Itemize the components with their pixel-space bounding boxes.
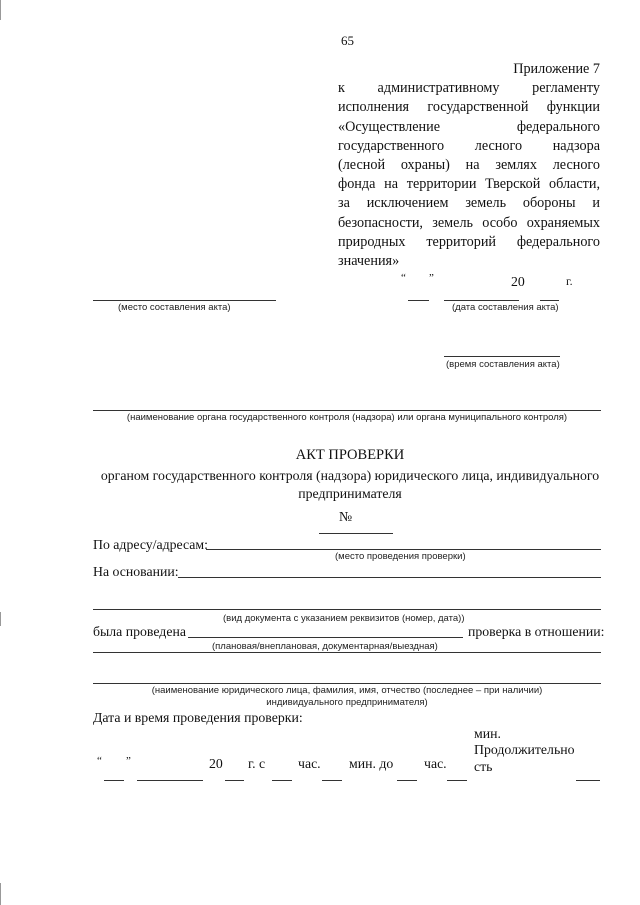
duration-line[interactable] <box>576 780 600 781</box>
entity-caption-line1: (наименование юридического лица, фамилия, имя, отчество (последнее – при наличии) <box>151 685 543 696</box>
date-quote-open: “ <box>401 272 406 284</box>
annex-title: Приложение 7 <box>513 61 600 77</box>
date-month-line[interactable] <box>444 300 519 301</box>
datetime-start-hour-line[interactable] <box>272 780 292 781</box>
datetime-label: Дата и время проведения проверки: <box>93 710 303 725</box>
page-edge-left-mark <box>0 612 1 626</box>
page-edge-left-bottom <box>0 883 1 905</box>
annex-line: государственного лесного надзора <box>338 137 600 154</box>
datetime-start-min-line[interactable] <box>322 780 342 781</box>
date-year-suffix: г. <box>566 274 573 288</box>
conducted-label: была проведена <box>93 624 186 639</box>
annex-line: фонда на территории Тверской области, <box>338 176 600 193</box>
datetime-year: 20 <box>209 756 223 771</box>
regarding-label: проверка в отношении: <box>468 624 605 639</box>
date-year: 20 <box>511 274 525 289</box>
act-subtitle-line1: органом государственного контроля (надзора) юридического лица, индивидуального <box>100 468 600 483</box>
check-type-caption: (плановая/внеплановая, документарная/выездная) <box>212 641 438 652</box>
basis-label: На основании: <box>93 564 179 579</box>
entity-caption-line2: индивидуального предпринимателя) <box>266 697 428 708</box>
datetime-month-line[interactable] <box>137 780 203 781</box>
place-caption: (место составления акта) <box>118 302 231 313</box>
datetime-min-do: мин. до <box>349 756 394 771</box>
conducted-line[interactable] <box>188 637 463 638</box>
duration-label-2: сть <box>474 759 493 774</box>
annex-line: значения» <box>338 253 400 270</box>
place-line[interactable] <box>93 300 276 301</box>
address-label: По адресу/адресам: <box>93 537 208 552</box>
annex-line: природных территорий федерального <box>338 233 600 250</box>
time-line[interactable] <box>444 356 560 357</box>
document-line[interactable] <box>93 609 601 610</box>
annex-line: безопасности, земель особо охраняемых <box>338 214 600 231</box>
annex-line: за исключением земель обороны и <box>338 195 600 212</box>
date-caption: (дата составления акта) <box>452 302 559 313</box>
datetime-min-end: мин. <box>474 726 501 741</box>
datetime-end-min-line[interactable] <box>447 780 467 781</box>
check-type-line[interactable] <box>93 652 601 653</box>
date-quote-close: ” <box>429 272 434 284</box>
act-subtitle-line2: предпринимателя <box>298 486 402 501</box>
annex-line: (лесной охраны) на землях лесного <box>338 157 600 174</box>
date-year-line[interactable] <box>540 300 559 301</box>
basis-line[interactable] <box>178 577 601 578</box>
datetime-quote-open: “ <box>97 755 102 767</box>
datetime-hours-end: час. <box>424 756 447 771</box>
annex-line: к административному регламенту <box>338 80 600 97</box>
annex-block <box>338 60 600 271</box>
address-line[interactable] <box>206 549 601 550</box>
page-edge-left <box>0 0 1 20</box>
document-caption: (вид документа с указанием реквизитов (номер, дата)) <box>223 613 465 624</box>
datetime-year-line[interactable] <box>225 780 244 781</box>
duration-label-1: Продолжительно <box>474 742 575 757</box>
date-day-line[interactable] <box>408 300 429 301</box>
annex-line: «Осуществление федерального <box>338 118 600 135</box>
datetime-day-line[interactable] <box>104 780 124 781</box>
annex-line: исполнения государственной функции <box>338 99 600 116</box>
check-place-caption: (место проведения проверки) <box>335 551 466 562</box>
act-number-sign: № <box>339 509 353 524</box>
authority-line[interactable] <box>93 410 601 411</box>
datetime-end-hour-line[interactable] <box>397 780 417 781</box>
datetime-g-s: г. с <box>248 756 266 771</box>
datetime-quote-close: ” <box>126 755 131 767</box>
page-number: 65 <box>341 33 354 48</box>
authority-caption: (наименование органа государственного контроля (надзора) или органа муниципального контроля) <box>126 412 568 423</box>
act-number-line[interactable] <box>319 533 393 534</box>
act-title: АКТ ПРОВЕРКИ <box>295 447 405 463</box>
entity-line[interactable] <box>93 683 601 684</box>
datetime-hours: час. <box>298 756 321 771</box>
time-caption: (время составления акта) <box>446 359 560 370</box>
